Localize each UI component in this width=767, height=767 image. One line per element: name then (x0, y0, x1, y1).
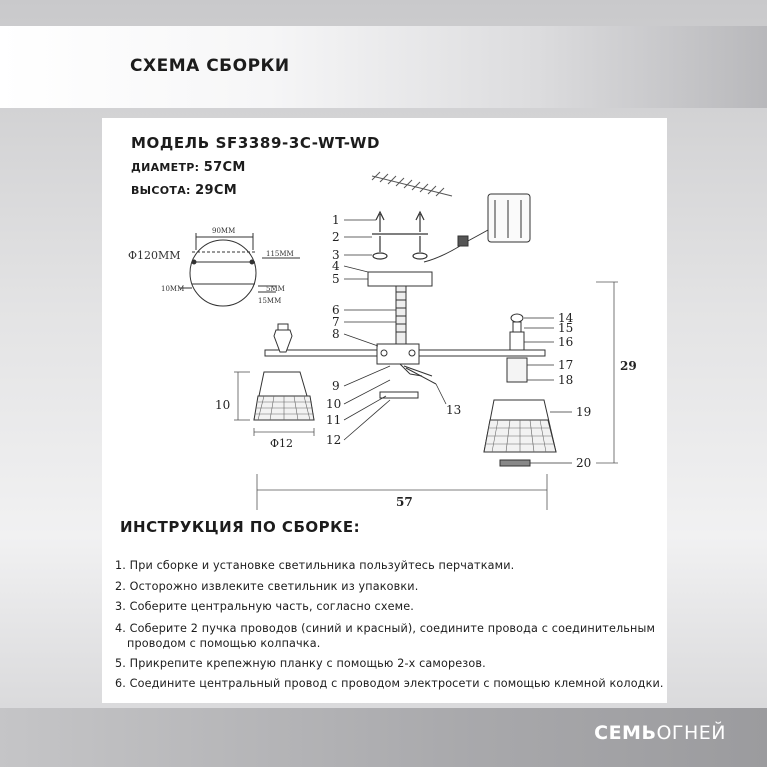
plate-5-label: 5MM (266, 285, 285, 293)
part-number: 17 (558, 358, 574, 372)
plate-115-label: 115MM (266, 250, 294, 258)
screws (372, 212, 428, 259)
part-number: 9 (332, 379, 340, 393)
spec-diameter-label: ДИАМЕТР: (131, 161, 200, 174)
terminal-block (424, 194, 530, 262)
plate-diameter-label: Φ120MM (128, 249, 181, 262)
part-number: 15 (558, 321, 574, 335)
instruction-step: 4. Соберите 2 пучка проводов (синий и красный), соедините провода с соединительным (115, 621, 656, 635)
instruction-step: 6. Соедините центральный провод с проводом электросети с помощью клемной колодки. (115, 677, 664, 690)
part-number: 13 (446, 403, 462, 417)
plate-10-label: 10MM (161, 285, 185, 293)
part-number: 7 (332, 315, 340, 329)
model-name: МОДЕЛЬ SF3389-3C-WT-WD (131, 134, 381, 152)
part-number: 5 (332, 272, 340, 286)
part-number: 2 (332, 230, 340, 244)
width-dimension: 57 (396, 495, 413, 509)
page-title: СХЕМА СБОРКИ (130, 56, 290, 76)
part-number: 16 (558, 335, 574, 349)
part-number: 18 (558, 373, 574, 387)
mounting-plate-detail (180, 233, 300, 306)
ceiling-hatch (372, 172, 452, 196)
spec-height-label: ВЫСОТА: (131, 184, 191, 197)
plate-15-label: 15MM (258, 297, 282, 305)
instruction-step: 5. Прикрепите крепежную планку с помощью 2-х саморезов. (115, 656, 486, 670)
part-number: 3 (332, 248, 340, 262)
part-number: 12 (326, 433, 342, 447)
shade-diameter-dimension: Φ12 (270, 437, 294, 450)
canopy-and-rod (368, 272, 432, 346)
part-number: 19 (576, 405, 592, 419)
brand-logo-light: ОГНЕЙ (656, 722, 726, 744)
instructions-list (115, 556, 675, 695)
part-number: 4 (332, 259, 340, 273)
right-shade (484, 314, 556, 466)
instruction-step: 1. При сборке и установке светильника пользуйтесь перчатками. (115, 559, 515, 572)
part-number: 20 (576, 456, 592, 470)
shade-height-dimension: 10 (215, 398, 231, 412)
part-number: 6 (332, 303, 340, 317)
instruction-step-continued: проводом с помощью колпачка. (127, 636, 321, 650)
left-shade (254, 324, 314, 420)
lamp-arms (265, 344, 545, 398)
instructions-title: ИНСТРУКЦИЯ ПО СБОРКЕ: (120, 518, 361, 536)
part-number: 8 (332, 327, 340, 341)
brand-logo-bold: СЕМЬ (594, 722, 657, 744)
height-dimension: 29 (620, 359, 637, 373)
part-number: 14 (558, 311, 574, 325)
part-number: 1 (332, 213, 340, 227)
part-number: 10 (326, 397, 342, 411)
instruction-step: 2. Осторожно извлеките светильник из упаковки. (115, 579, 419, 593)
brand-logo (594, 722, 726, 744)
spec-height-value: 29СМ (195, 183, 237, 198)
part-number: 11 (326, 413, 342, 427)
spec-diameter-value: 57СМ (203, 160, 246, 175)
plate-90-label: 90MM (212, 227, 236, 235)
instruction-step: 3. Соберите центральную часть, согласно схеме. (115, 600, 414, 613)
